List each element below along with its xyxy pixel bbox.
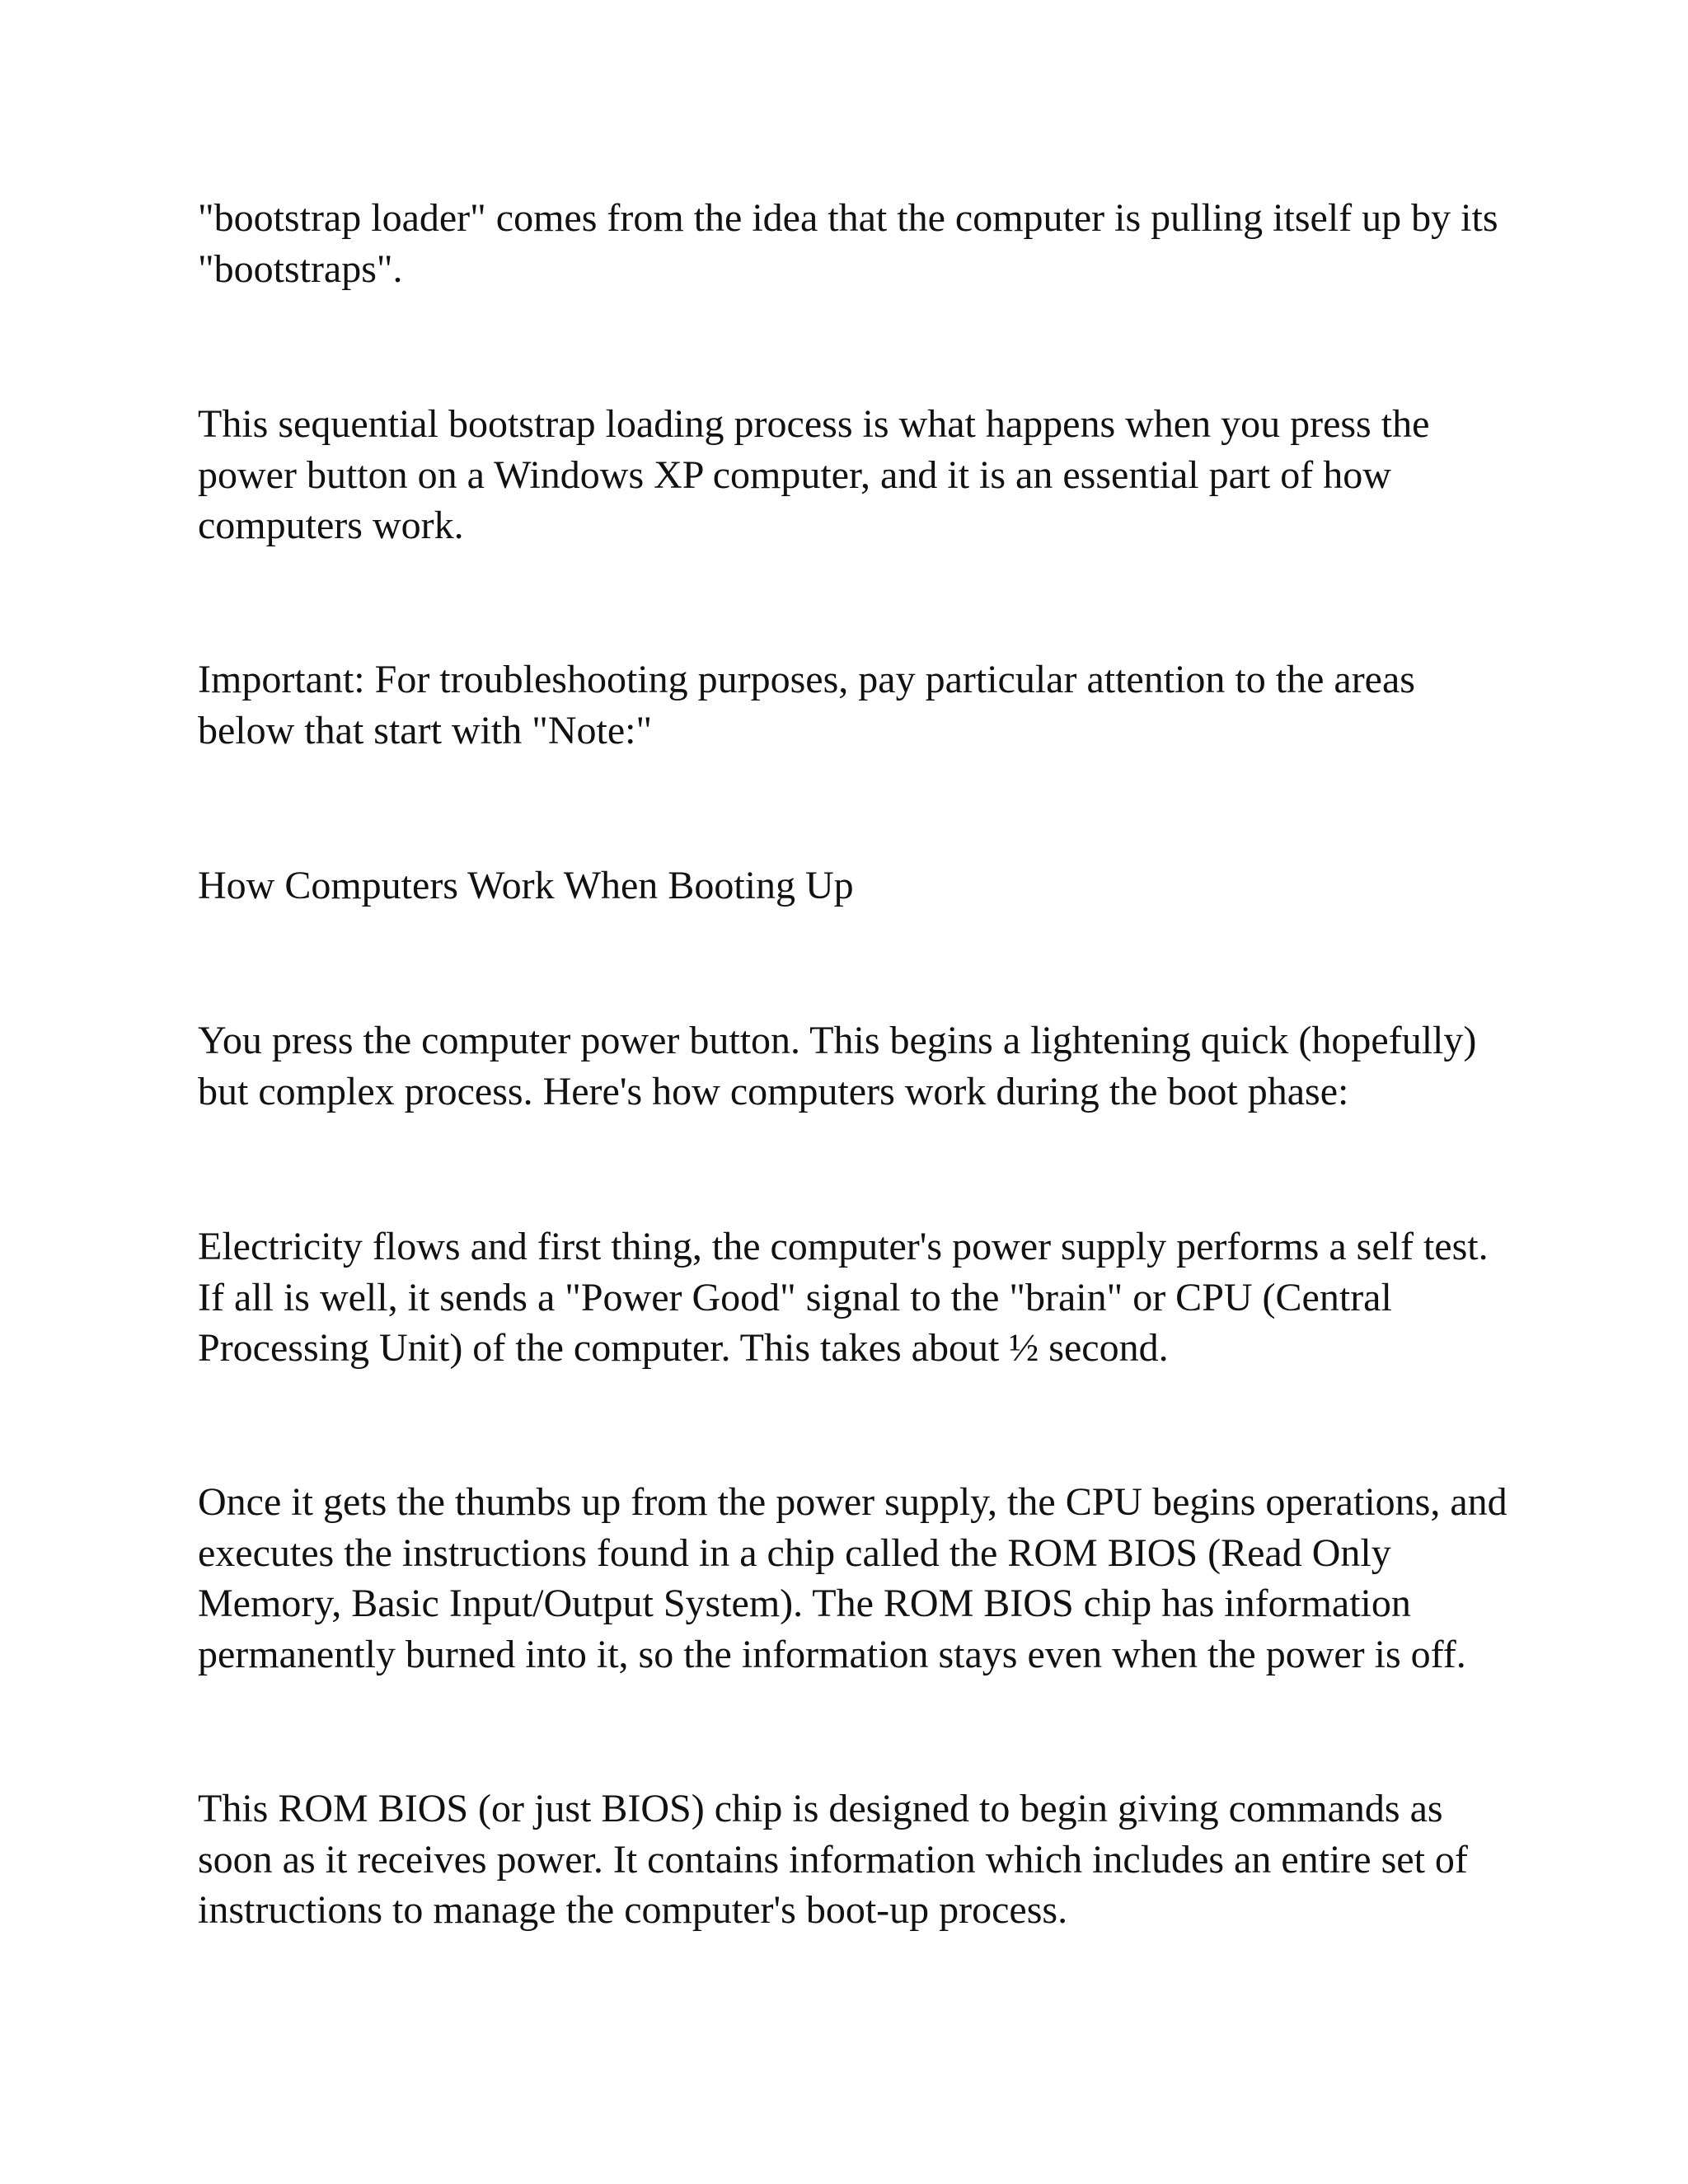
- text-line: If all is well, it sends a "Power Good" signal to the "brain" or CPU (Central: [198, 1275, 1392, 1319]
- text-line: Processing Unit) of the computer. This takes about ½ second.: [198, 1326, 1169, 1370]
- text-line: Memory, Basic Input/Output System). The ROM BIOS chip has information: [198, 1582, 1411, 1625]
- text-line: This ROM BIOS (or just BIOS) chip is designed to begin giving commands as: [198, 1787, 1443, 1830]
- text-line: permanently burned into it, so the information stays even when the power is off.: [198, 1632, 1466, 1676]
- text-line: soon as it receives power. It contains information which includes an entire set of: [198, 1837, 1468, 1882]
- text-line: "bootstrap loader" comes from the idea that the computer is pulling itself up by its: [198, 196, 1498, 240]
- text-line: Electricity flows and first thing, the computer's power supply performs a self test.: [198, 1225, 1489, 1268]
- text-line: but complex process. Here's how computers work during the boot phase:: [198, 1069, 1349, 1113]
- section-heading: [198, 860, 1500, 912]
- text-line: You press the computer power button. This begins a lightening quick (hopefully): [198, 1019, 1477, 1062]
- paragraph-bios-chip: [198, 1783, 1500, 1936]
- text-line: How Computers Work When Booting Up: [198, 864, 854, 907]
- text-line: Important: For troubleshooting purposes, pay particular attention to the areas: [198, 658, 1415, 701]
- paragraph-sequential-loading: [198, 399, 1500, 551]
- paragraph-bootstrap-loader: [198, 193, 1500, 294]
- text-line: "bootstraps".: [198, 246, 403, 291]
- text-line: below that start with "Note:": [198, 708, 653, 752]
- paragraph-important-note: [198, 654, 1500, 756]
- text-line: executes the instructions found in a chip called the ROM BIOS (Read Only: [198, 1530, 1391, 1575]
- text-line: computers work.: [198, 504, 464, 547]
- text-line: power button on a Windows XP computer, and it is an essential part of how: [198, 452, 1391, 497]
- paragraph-power-button: [198, 1015, 1500, 1117]
- text-line: Once it gets the thumbs up from the power supply, the CPU begins operations, and: [198, 1480, 1507, 1524]
- text-line: This sequential bootstrap loading process is what happens when you press the: [198, 402, 1430, 446]
- paragraph-rom-bios: [198, 1477, 1507, 1680]
- text-line: instructions to manage the computer's boot-up process.: [198, 1888, 1068, 1932]
- paragraph-electricity-flows: [198, 1221, 1500, 1374]
